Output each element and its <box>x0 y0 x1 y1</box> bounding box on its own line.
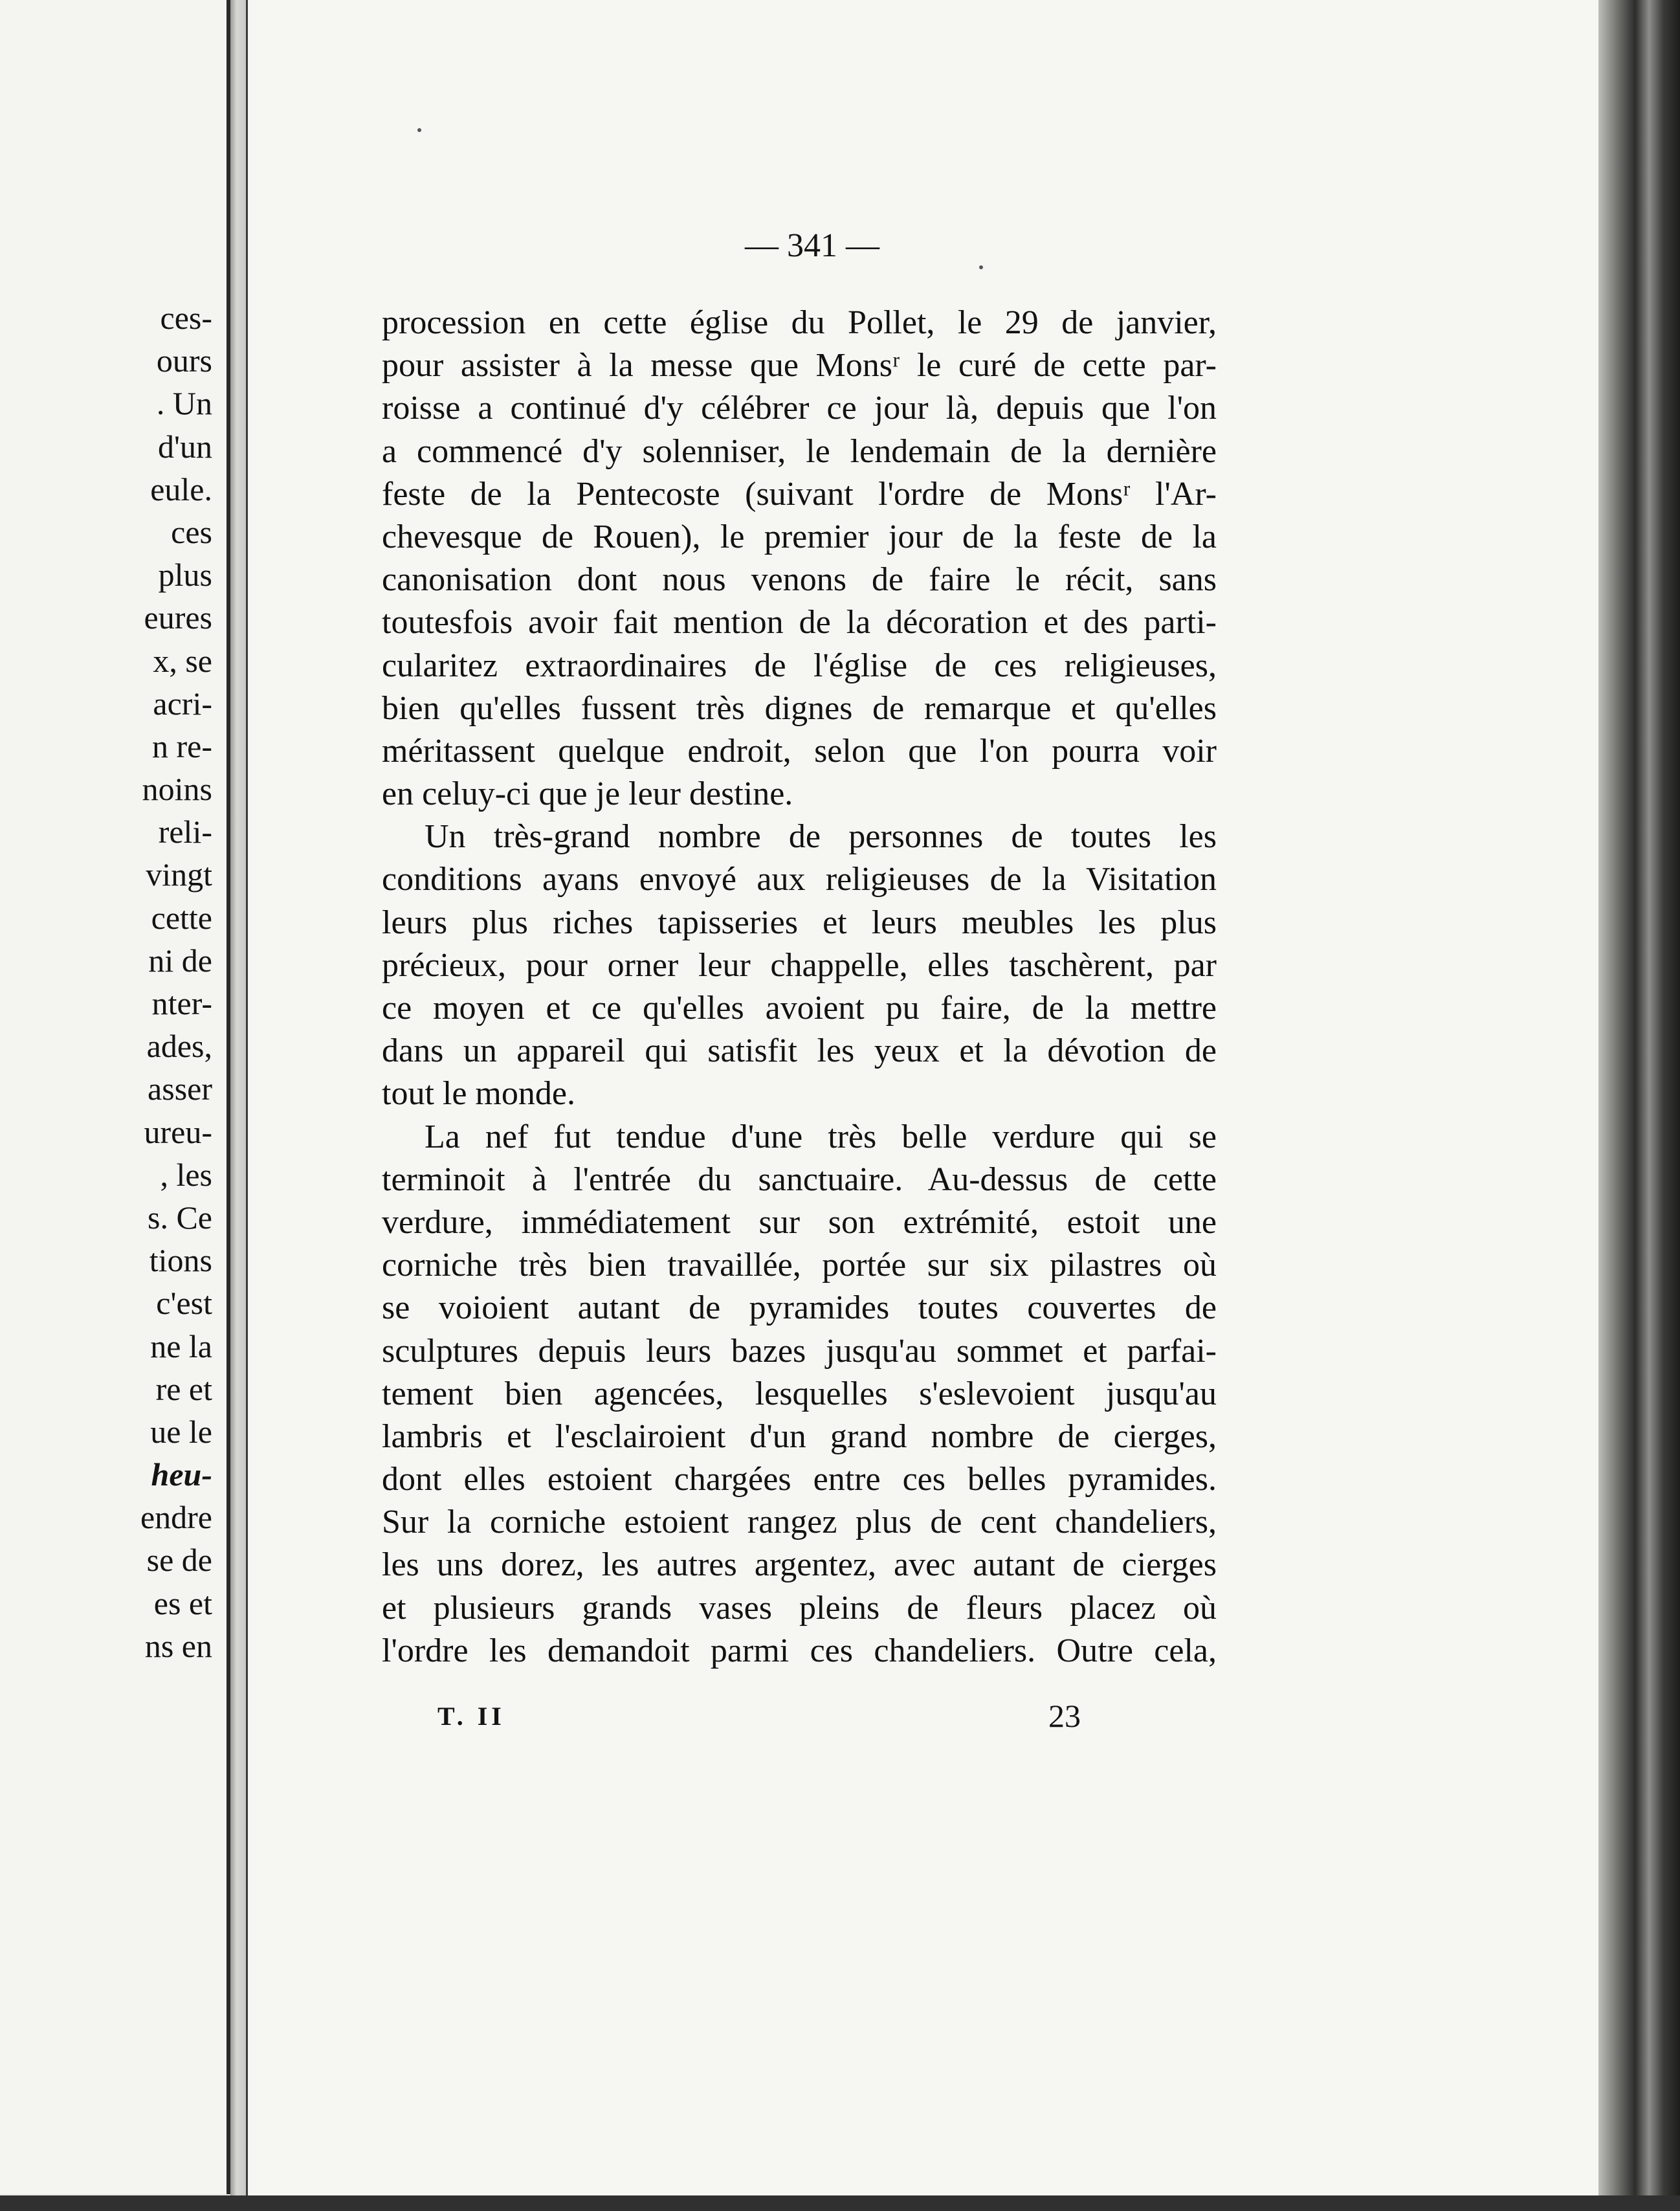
text-line: canonisation dont nous venons de faire le récit, sans <box>382 561 1217 599</box>
left-text-fragment: ue le <box>150 1413 212 1450</box>
left-text-fragment: n re- <box>152 728 212 764</box>
left-text-fragment: cette <box>151 899 212 936</box>
left-text-fragment: plus <box>158 557 212 594</box>
text-line: a commencé d'y solenniser, le lendemain de la dernière <box>382 432 1217 470</box>
bottom-shadow <box>0 2195 1680 2211</box>
text-line: et plusieurs grands vases pleins de fleurs placez où <box>382 1589 1217 1627</box>
left-text-fragment: ours <box>156 342 212 379</box>
text-line: précieux, pour orner leur chappelle, elles taschèrent, par <box>382 946 1217 984</box>
text-line: Un très-grand nombre de personnes de toutes les <box>425 818 1217 856</box>
page-number-header: — 341 — <box>745 227 879 264</box>
left-text-fragment: reli- <box>158 814 212 850</box>
left-text-fragment: , les <box>160 1156 212 1193</box>
left-text-fragment: vingt <box>146 856 212 893</box>
left-text-fragment: ni de <box>148 942 212 979</box>
text-line: chevesque de Rouen), le premier jour de la feste de la <box>382 518 1217 555</box>
text-line: tout le monde. <box>382 1075 575 1113</box>
text-line: procession en cette église du Pollet, le 29 de janvier, <box>382 304 1217 341</box>
text-line: se voioient autant de pyramides toutes couvertes de <box>382 1289 1217 1327</box>
signature-mark: 23 <box>1048 1698 1081 1734</box>
text-line: dans un appareil qui satisfit les yeux et la dévotion de <box>382 1032 1217 1070</box>
left-text-fragment: s. Ce <box>148 1199 212 1236</box>
left-facing-page <box>0 0 230 2194</box>
text-line: méritassent quelque endroit, selon que l'on pourra voir <box>382 732 1217 770</box>
volume-marker: T. II <box>437 1702 505 1731</box>
left-text-fragment: heu- <box>151 1456 212 1493</box>
text-line: verdure, immédiatement sur son extrémité, estoit une <box>382 1203 1217 1241</box>
left-text-fragment: eures <box>144 599 212 636</box>
left-text-fragment: c'est <box>156 1285 212 1322</box>
text-line: cularitez extraordinaires de l'église de ces religieuses, <box>382 647 1217 684</box>
left-text-fragment: noins <box>142 771 212 808</box>
page-edge-stack <box>1598 0 1680 2211</box>
left-text-fragment: nter- <box>151 985 212 1021</box>
left-text-fragment: acri- <box>153 685 212 722</box>
text-line: sculptures depuis leurs bazes jusqu'au sommet et parfai- <box>382 1332 1217 1370</box>
body-text <box>382 302 1217 1672</box>
text-line: pour assister à la messe que Monsʳ le curé de cette par- <box>382 347 1217 384</box>
left-text-fragment: es et <box>153 1584 212 1621</box>
text-line: les uns dorez, les autres argentez, avec autant de cierges <box>382 1546 1217 1584</box>
book-gutter <box>230 0 246 2211</box>
left-text-fragment: se de <box>146 1542 212 1579</box>
left-text-fragment: ades, <box>146 1028 212 1065</box>
text-line: roisse a continué d'y célébrer ce jour là, depuis que l'on <box>382 390 1217 427</box>
left-text-fragment: asser <box>148 1071 212 1107</box>
left-text-fragment: ne la <box>150 1328 212 1364</box>
text-line: toutesfois avoir fait mention de la décoration et des parti- <box>382 604 1217 641</box>
paper-speck <box>979 265 983 269</box>
left-text-fragment: endre <box>140 1499 212 1536</box>
left-text-fragment: re et <box>155 1370 212 1407</box>
text-line: conditions ayans envoyé aux religieuses de la Visitation <box>382 861 1217 898</box>
text-line: bien qu'elles fussent très dignes de remarque et qu'elles <box>382 689 1217 727</box>
left-text-fragment: . Un <box>156 385 212 422</box>
text-line: ce moyen et ce qu'elles avoient pu faire, de la mettre <box>382 990 1217 1027</box>
left-text-fragment: eule. <box>150 471 212 507</box>
paper-speck <box>417 128 421 132</box>
text-line: en celuy-ci que je leur destine. <box>382 775 793 813</box>
left-text-fragment: ces- <box>160 300 212 336</box>
text-line: corniche très bien travaillée, portée sur six pilastres où <box>382 1247 1217 1284</box>
text-line: dont elles estoient chargées entre ces belles pyramides. <box>382 1461 1217 1498</box>
text-line: l'ordre les demandoit parmi ces chandeliers. Outre cela, <box>382 1632 1217 1669</box>
left-text-fragment: ces <box>171 513 212 550</box>
left-text-fragment: d'un <box>157 428 212 465</box>
text-line: feste de la Pentecoste (suivant l'ordre de Monsʳ l'Ar- <box>382 475 1217 513</box>
left-text-fragment: x, se <box>153 642 212 679</box>
text-line: terminoit à l'entrée du sanctuaire. Au-dessus de cette <box>382 1161 1217 1198</box>
text-line: lambris et l'esclairoient d'un grand nombre de cierges, <box>382 1417 1217 1455</box>
text-line: Sur la corniche estoient rangez plus de cent chandeliers, <box>382 1504 1217 1541</box>
text-line: leurs plus riches tapisseries et leurs meubles les plus <box>382 904 1217 941</box>
text-line: tement bien agencées, lesquelles s'eslevoient jusqu'au <box>382 1375 1217 1412</box>
text-line: La nef fut tendue d'une très belle verdure qui se <box>425 1118 1217 1155</box>
left-page-text <box>140 296 212 1667</box>
left-text-fragment: tions <box>149 1242 212 1279</box>
left-text-fragment: ns en <box>144 1627 212 1664</box>
left-text-fragment: ureu- <box>144 1113 212 1150</box>
